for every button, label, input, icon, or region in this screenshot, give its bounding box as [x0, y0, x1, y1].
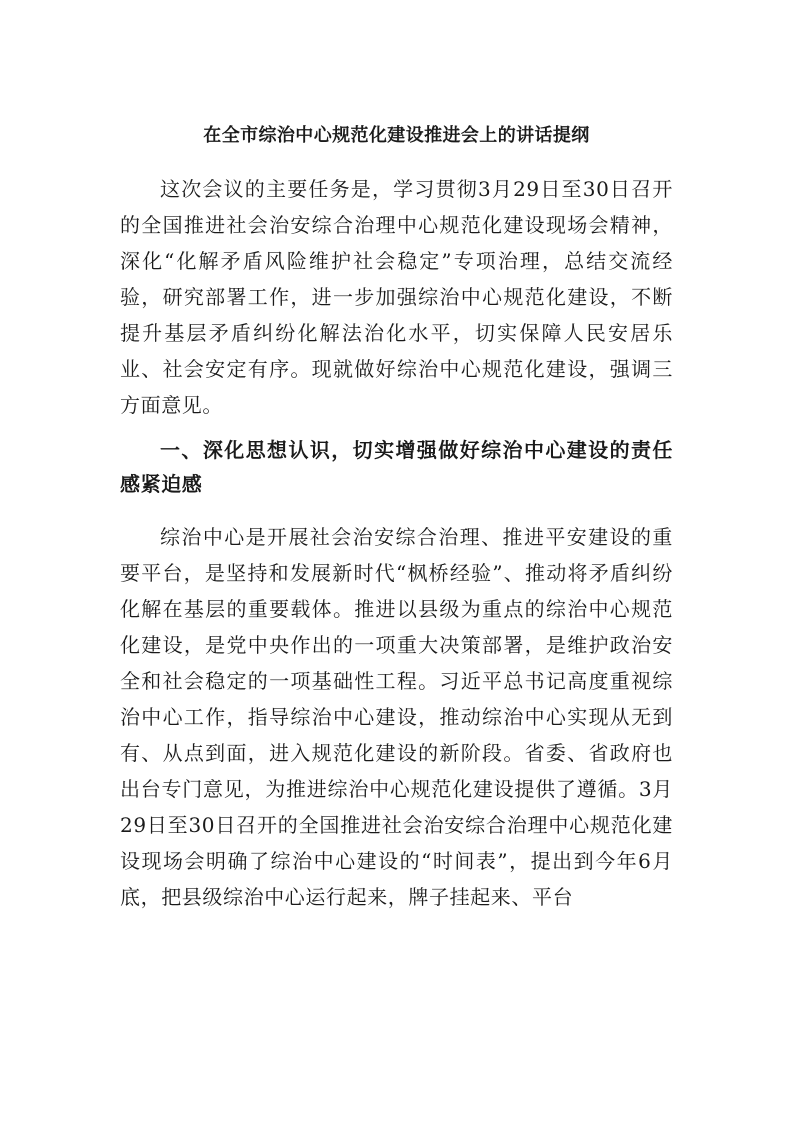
document-title: 在全市综治中心规范化建设推进会上的讲话提纲 [203, 125, 590, 146]
section-1-paragraph: 综治中心是开展社会治安综合治理、推进平安建设的重要平台，是坚持和发展新时代“枫桥经验”、推动将矛盾纠纷化解在基层的重要载体。推进以县级为重点的综治中心规范化建设，是党中央作出的一项重大决策部署，是维护政治安全和社会稳定的一项基础性工程。习近平总书记高度重视综治中心工作，指导综治中心建设，推动综治中心实现从无到有、从点到面，进入规范化建设的新阶段。省委、省政府也出台专门意见，为推进综治中心规范化建设提供了遵循。3月29日至30日召开的全国推进社会治安综合治理中心规范化建设现场会明确了综治中心建设的“时间表”，提出到今年6月底，把县级综治中心运行起来，牌子挂起来、平台 [120, 525, 673, 909]
section-1-heading: 一、深化思想认识，切实增强做好综治中心建设的责任感紧迫感 [120, 438, 673, 496]
document-body [120, 171, 673, 915]
intro-paragraph: 这次会议的主要任务是，学习贯彻3月29日至30日召开的全国推进社会治安综合治理中心规范化建设现场会精神，深化“化解矛盾风险维护社会稳定”专项治理，总结交流经验，研究部署工作，进一步加强综治中心规范化建设，不断提升基层矛盾纠纷化解法治化水平，切实保障人民安居乐业、社会安定有序。现就做好综治中心规范化建设，强调三方面意见。 [120, 177, 673, 417]
